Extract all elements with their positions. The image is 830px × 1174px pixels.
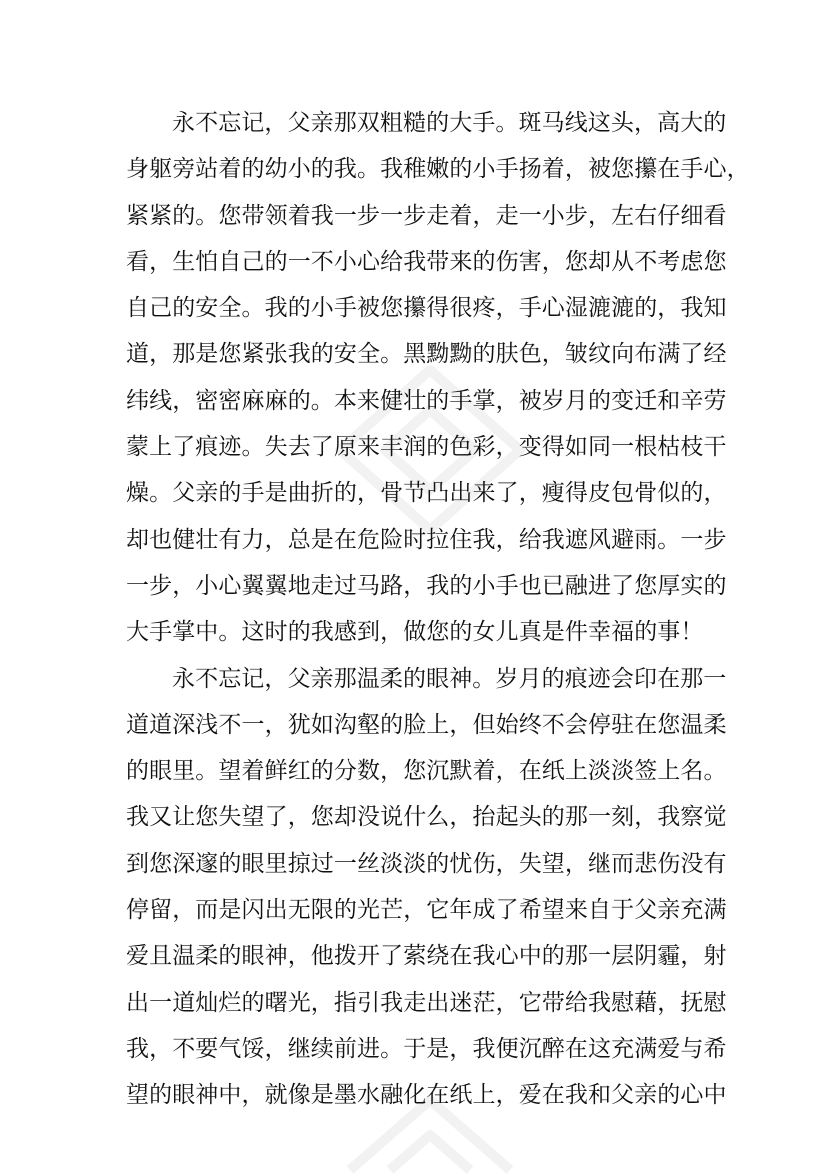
paragraph-1-line-5: 自己的安全。我的小手被您攥得很疼，手心湿漉漉的，我知 xyxy=(126,295,727,322)
paragraph-2-line-2: 道道深浅不一，犹如沟壑的脸上，但始终不会停驻在您温柔 xyxy=(126,711,727,738)
paragraph-2-line-1: 永不忘记，父亲那温柔的眼神。岁月的痕迹会印在那一 xyxy=(172,665,727,692)
paragraph-1-line-11: 一步，小心翼翼地走过马路，我的小手也已融进了您厚实的 xyxy=(126,572,727,599)
paragraph-2-line-3: 的眼里。望着鲜红的分数，您沉默着，在纸上淡淡签上名。 xyxy=(126,758,727,785)
article-text xyxy=(126,100,750,1119)
paragraph-1-line-7: 纬线，密密麻麻的。本来健壮的手掌，被岁月的变迁和辛劳 xyxy=(126,387,727,414)
paragraph-2-line-5: 到您深邃的眼里掠过一丝淡淡的忧伤，失望，继而悲伤没有 xyxy=(126,850,727,877)
paragraph-1-line-10: 却也健壮有力，总是在危险时拉住我，给我遮风避雨。一步 xyxy=(126,526,727,553)
paragraph-1-line-4: 看，生怕自己的一不小心给我带来的伤害，您却从不考虑您 xyxy=(126,248,727,275)
paragraph-1-line-9: 燥。父亲的手是曲折的，骨节凸出来了，瘦得皮包骨似的， xyxy=(126,480,727,507)
paragraph-2-line-7: 爱且温柔的眼神，他拨开了萦绕在我心中的那一层阴霾，射 xyxy=(126,943,727,970)
paragraph-2-line-6: 停留，而是闪出无限的光芒，它年成了希望来自于父亲充满 xyxy=(126,897,727,924)
paragraph-2-line-4: 我又让您失望了，您却没说什么，抬起头的那一刻，我察觉 xyxy=(126,804,727,831)
paragraph-2-line-8: 出一道灿烂的曙光，指引我走出迷茫，它带给我慰藉，抚慰 xyxy=(126,989,727,1016)
paragraph-2-line-10: 望的眼神中，就像是墨水融化在纸上，爱在我和父亲的心中 xyxy=(126,1082,727,1109)
paragraph-1-line-3: 紧紧的。您带领着我一步一步走着，走一小步，左右仔细看 xyxy=(126,202,727,229)
paragraph-1-line-8: 蒙上了痕迹。失去了原来丰润的色彩，变得如同一根枯枝干 xyxy=(126,434,727,461)
paragraph-1-line-12: 大手掌中。这时的我感到，做您的女儿真是件幸福的事！ xyxy=(126,619,704,646)
paragraph-1-line-1: 永不忘记，父亲那双粗糙的大手。斑马线这头，高大的 xyxy=(172,110,727,136)
paragraph-2-line-9: 我，不要气馁，继续前进。于是，我便沉醉在这充满爱与希 xyxy=(126,1035,727,1062)
paragraph-1-line-6: 道，那是您紧张我的安全。黑黝黝的肤色，皱纹向布满了经 xyxy=(126,341,727,368)
paragraph-1-line-2: 身躯旁站着的幼小的我。我稚嫩的小手扬着，被您攥在手心， xyxy=(126,156,750,183)
